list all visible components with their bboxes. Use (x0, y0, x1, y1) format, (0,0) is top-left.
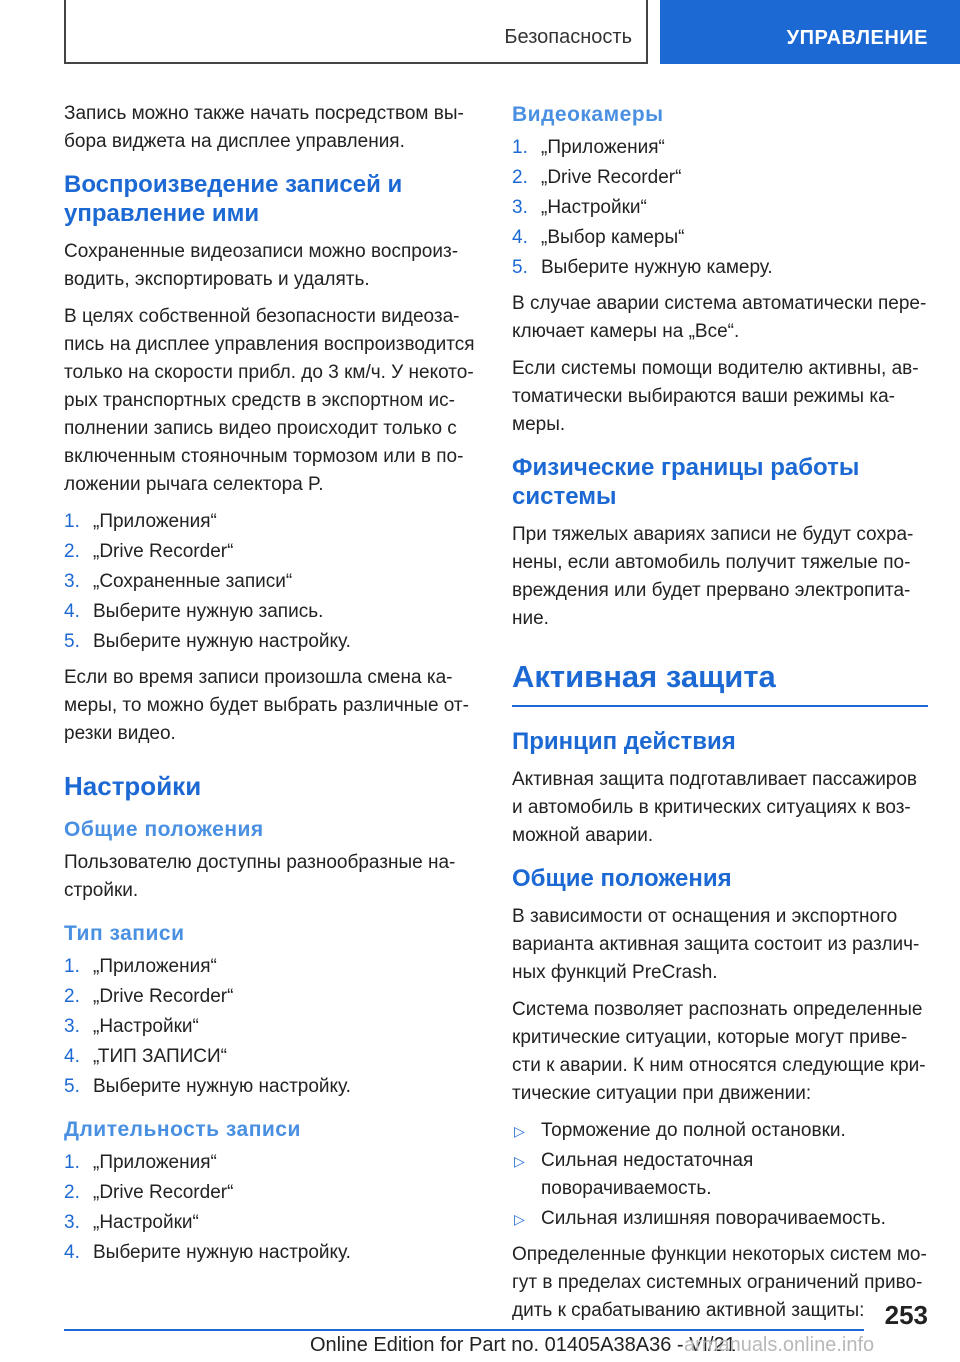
footer-divider (64, 1329, 864, 1331)
step-text: Выберите нужную настройку. (93, 1076, 351, 1097)
step-number: 3. (64, 1212, 80, 1233)
triangle-right-icon: ▷ (514, 1123, 525, 1139)
step-number: 2. (64, 1182, 80, 1203)
heading-active-protection: Активная защита (512, 657, 928, 707)
intro-paragraph: Запись можно также начать посредством вы- бора виджета на дисплее управления. (64, 103, 464, 152)
step-number: 1. (64, 511, 80, 532)
watermark-text: armanuals.online.info (684, 1334, 875, 1356)
bullet-text: Сильная недостаточная поворачиваемость. (541, 1150, 754, 1199)
step-text: „Drive Recorder“ (93, 986, 234, 1007)
step-number: 5. (512, 257, 528, 278)
list-item (64, 508, 480, 536)
header-section-tab (64, 0, 648, 64)
list-item (64, 1239, 480, 1267)
step-number: 2. (64, 541, 80, 562)
step-text: „Сохраненные записи“ (93, 571, 293, 592)
edition-note: Online Edition for Part no. 01405A38A36 - VI/21 (310, 1334, 736, 1356)
step-number: 3. (64, 571, 80, 592)
camera-change-paragraph: Если во время записи произошла смена ка- меры, то можно будет выбрать различные от- резки видео. (64, 667, 469, 744)
critical-situations-list (512, 1117, 928, 1233)
list-item (64, 568, 480, 596)
list-item (512, 1117, 928, 1145)
heading-record-type: Тип записи (64, 922, 185, 945)
step-number: 3. (512, 197, 528, 218)
record-duration-steps (64, 1149, 480, 1267)
list-item (512, 224, 928, 252)
step-text: „Drive Recorder“ (93, 1182, 234, 1203)
step-number: 2. (64, 986, 80, 1007)
step-number: 4. (64, 1242, 80, 1263)
heading-record-duration: Длительность записи (64, 1118, 301, 1141)
step-number: 1. (64, 1152, 80, 1173)
playback-paragraph-2: В целях собственной безопасности видеоза- пись на дисплее управления воспроизводится только на скорости прибл. до 3 км/ч. У некото- рых транспортных средств в экспортном ис- полнении запись видео происходит только с включенным стояночным тормозом или в по- ложении рычага селектора P. (64, 306, 475, 495)
principle-paragraph: Активная защита подготавливает пассажиров и автомобиль в критических ситуациях к воз- можной аварии. (512, 769, 918, 846)
record-type-steps (64, 953, 480, 1101)
list-item (512, 194, 928, 222)
step-text: „Настройки“ (93, 1016, 199, 1037)
step-number: 1. (512, 137, 528, 158)
step-text: „Настройки“ (93, 1212, 199, 1233)
header-chapter-tab (660, 0, 960, 64)
step-text: „Drive Recorder“ (93, 541, 234, 562)
step-number: 2. (512, 167, 528, 188)
list-item (512, 164, 928, 192)
header-section-title: Безопасность (504, 26, 632, 48)
list-item (512, 254, 928, 282)
list-item (64, 538, 480, 566)
list-item (512, 1205, 928, 1233)
step-number: 5. (64, 631, 80, 652)
final-paragraph: Определенные функции некоторых систем мо- гут в пределах системных ограничений приво- дить к срабатыванию активной защиты: (512, 1244, 927, 1321)
list-item (512, 1147, 928, 1203)
list-item (64, 1149, 480, 1177)
general2-paragraph-a: В зависимости от оснащения и экспортного варианта активная защита состоит из различ- ных функций PreCrash. (512, 906, 920, 983)
accident-paragraph: В случае аварии система автоматически пере- ключает камеры на „Все“. (512, 293, 927, 342)
playback-paragraph-1: Сохраненные видеозаписи можно воспроиз- водить, экспортировать и удалять. (64, 241, 459, 290)
heading-system-limits: Физические границы работы системы (512, 454, 860, 510)
step-text: Выберите нужную запись. (93, 601, 324, 622)
camera-steps (512, 134, 928, 282)
list-item (64, 628, 480, 656)
limits-paragraph: При тяжелых авариях записи не будут сохра- нены, если автомобиль получит тяжелые по- вреждения или будет прервано электропита- ние. (512, 524, 914, 629)
heading-general-2: Общие положения (512, 865, 732, 892)
bullet-text: Торможение до полной остановки. (541, 1120, 846, 1141)
step-number: 4. (64, 601, 80, 622)
step-number: 1. (64, 956, 80, 977)
step-text: „Настройки“ (541, 197, 647, 218)
step-number: 3. (64, 1016, 80, 1037)
step-text: „Приложения“ (93, 1152, 217, 1173)
step-text: „Приложения“ (93, 956, 217, 977)
bullet-text: Сильная излишняя поворачиваемость. (541, 1208, 886, 1229)
list-item (64, 983, 480, 1011)
general2-paragraph-b: Система позволяет распознать определенные критические ситуации, которые могут приве- сти к аварии. К ним относятся следующие кри- тические ситуации при движении: (512, 999, 926, 1104)
step-text: Выберите нужную настройку. (93, 1242, 351, 1263)
playback-steps (64, 508, 480, 656)
header-chapter-title: УПРАВЛЕНИЕ (786, 27, 928, 49)
step-number: 4. (64, 1046, 80, 1067)
list-item (512, 134, 928, 162)
assist-paragraph: Если системы помощи водителю активны, ав- томатически выбираются ваши режимы ка- меры. (512, 358, 919, 435)
heading-settings: Настройки (64, 771, 202, 801)
list-item (64, 1043, 480, 1071)
step-text: „Drive Recorder“ (541, 167, 682, 188)
triangle-right-icon: ▷ (514, 1211, 525, 1227)
step-text: Выберите нужную настройку. (93, 631, 351, 652)
step-text: „Выбор камеры“ (541, 227, 685, 248)
heading-cameras: Видеокамеры (512, 103, 664, 126)
step-text: „Приложения“ (93, 511, 217, 532)
step-number: 4. (512, 227, 528, 248)
heading-principle: Принцип действия (512, 728, 736, 755)
left-column (64, 100, 480, 1275)
page-number: 253 (884, 1300, 928, 1330)
list-item (64, 1179, 480, 1207)
heading-general: Общие положения (64, 818, 264, 841)
list-item (64, 598, 480, 626)
right-column (512, 100, 928, 1334)
list-item (64, 1073, 480, 1101)
triangle-right-icon: ▷ (514, 1153, 525, 1169)
step-text: „ТИП ЗАПИСИ“ (93, 1046, 227, 1067)
general-paragraph: Пользователю доступны разнообразные на- стройки. (64, 852, 456, 901)
list-item (64, 1209, 480, 1237)
heading-playback: Воспроизведение записей и управление ими (64, 171, 403, 227)
step-text: „Приложения“ (541, 137, 665, 158)
list-item (64, 1013, 480, 1041)
step-text: Выберите нужную камеру. (541, 257, 773, 278)
step-number: 5. (64, 1076, 80, 1097)
list-item (64, 953, 480, 981)
